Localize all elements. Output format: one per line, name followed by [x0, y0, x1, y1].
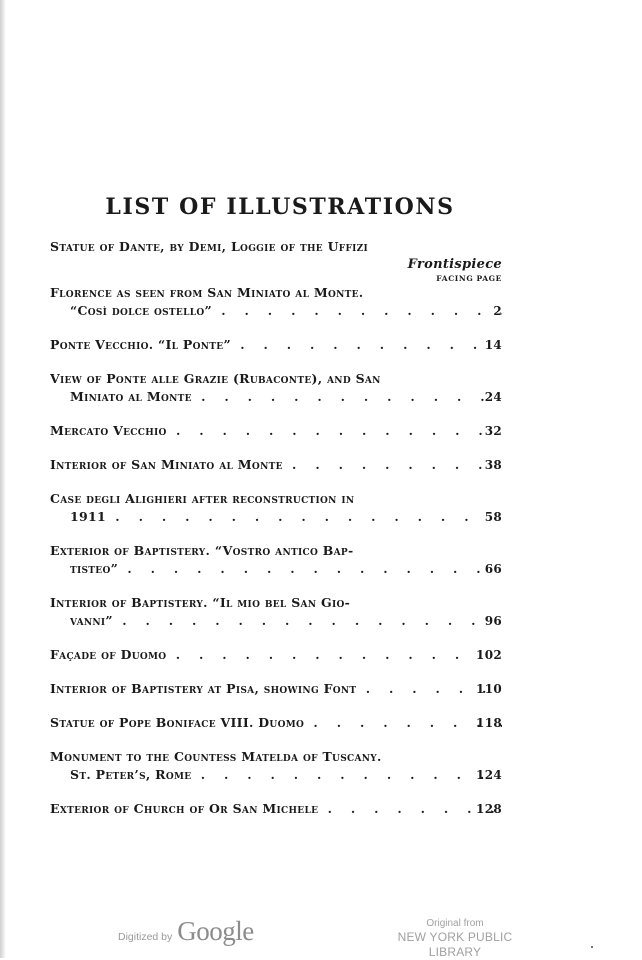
entry-rows: [50, 284, 502, 818]
page-edge-shadow: [0, 0, 6, 958]
digitized-by-text: Digitized by: [118, 931, 173, 943]
entry-spacer: [50, 526, 502, 542]
library-credit: [370, 918, 540, 960]
list-entry: [50, 422, 502, 440]
list-entry: [50, 800, 502, 818]
page-number: 102: [476, 648, 502, 662]
list-entry: [50, 284, 502, 320]
page-number: 124: [476, 768, 502, 782]
entry-text: Statue of Pope Boniface VIII. Duomo .: [50, 714, 502, 732]
entry-text: Florence as seen from San Miniato al Monte.: [50, 285, 364, 300]
facing-page-label: FACING PAGE: [436, 274, 502, 283]
entry-text: Monument to the Countess Matelda of Tuscany.: [50, 749, 382, 764]
page-number: 110: [476, 682, 502, 696]
original-from-text: Original from: [426, 918, 484, 929]
entry-text-continued: Miniato al Monte .: [70, 388, 502, 406]
entry-spacer: [50, 698, 502, 714]
list-entry: [50, 748, 502, 784]
list-entry: [50, 542, 502, 578]
entry-text: Mercato Vecchio .: [50, 422, 502, 440]
entry-text: Interior of Baptistery. “Il mio bel San Gio-: [50, 595, 351, 610]
entry-spacer: [50, 664, 502, 680]
list-entry: [50, 680, 502, 698]
list-entry: [50, 336, 502, 354]
entry-text-continued: vanni” .: [70, 612, 502, 630]
entry-text: Case degli Alighieri after reconstruction in: [50, 491, 355, 506]
page-number: 58: [484, 510, 502, 524]
scan-speck: [591, 946, 593, 948]
entry-text: Interior of Baptistery at Pisa, showing Font .: [50, 680, 502, 698]
entry-text: View of Ponte alle Grazie (Rubaconte), and San: [50, 371, 381, 386]
page-number: 2: [493, 304, 502, 318]
entry-text-continued: tisteo” .: [70, 560, 502, 578]
list-entry: [50, 490, 502, 526]
digitized-by-google: [118, 916, 254, 947]
google-logo: Google: [177, 916, 254, 946]
page-number: 32: [484, 424, 502, 438]
frontispiece-label: Frontispiece: [407, 257, 502, 272]
page-number: 66: [484, 562, 502, 576]
entry-text: Façade of Duomo .: [50, 646, 502, 664]
page-number: 14: [484, 338, 502, 352]
list-entry: [50, 456, 502, 474]
entry-spacer: [50, 474, 502, 490]
entry-text: Exterior of Baptistery. “Vostro antico Bap-: [50, 543, 354, 558]
entry-spacer: [50, 784, 502, 800]
page-number: 128: [476, 802, 502, 816]
list-entry: [50, 594, 502, 630]
entry-text: Interior of San Miniato al Monte .: [50, 456, 502, 474]
page-number: 96: [484, 614, 502, 628]
entry-spacer: [50, 630, 502, 646]
entry-spacer: [50, 732, 502, 748]
entry-text: Statue of Dante, by Demi, Loggie of the Uffizi: [50, 239, 369, 254]
list-entry: [50, 646, 502, 664]
entry-text-continued: “Così dolce ostello” .: [70, 302, 502, 320]
entry-spacer: [50, 440, 502, 456]
list-entry: [50, 370, 502, 406]
page-title: LIST OF ILLUSTRATIONS: [105, 194, 455, 220]
entry-spacer: [50, 406, 502, 422]
entry-text-continued: 1911 .: [70, 508, 502, 526]
page-number: 38: [484, 458, 502, 472]
library-name: NEW YORK PUBLIC LIBRARY: [397, 930, 513, 959]
list-entry-frontispiece: [50, 238, 502, 284]
illustrations-list: [50, 238, 502, 818]
page-number: 118: [476, 716, 502, 730]
page-number: 24: [484, 390, 502, 404]
entry-text-continued: St. Peter’s, Rome .: [70, 766, 502, 784]
entry-text: Exterior of Church of Or San Michele .: [50, 800, 502, 818]
list-entry: [50, 714, 502, 732]
entry-spacer: [50, 578, 502, 594]
entry-spacer: [50, 320, 502, 336]
entry-text: Ponte Vecchio. “Il Ponte” .: [50, 336, 502, 354]
entry-spacer: [50, 354, 502, 370]
